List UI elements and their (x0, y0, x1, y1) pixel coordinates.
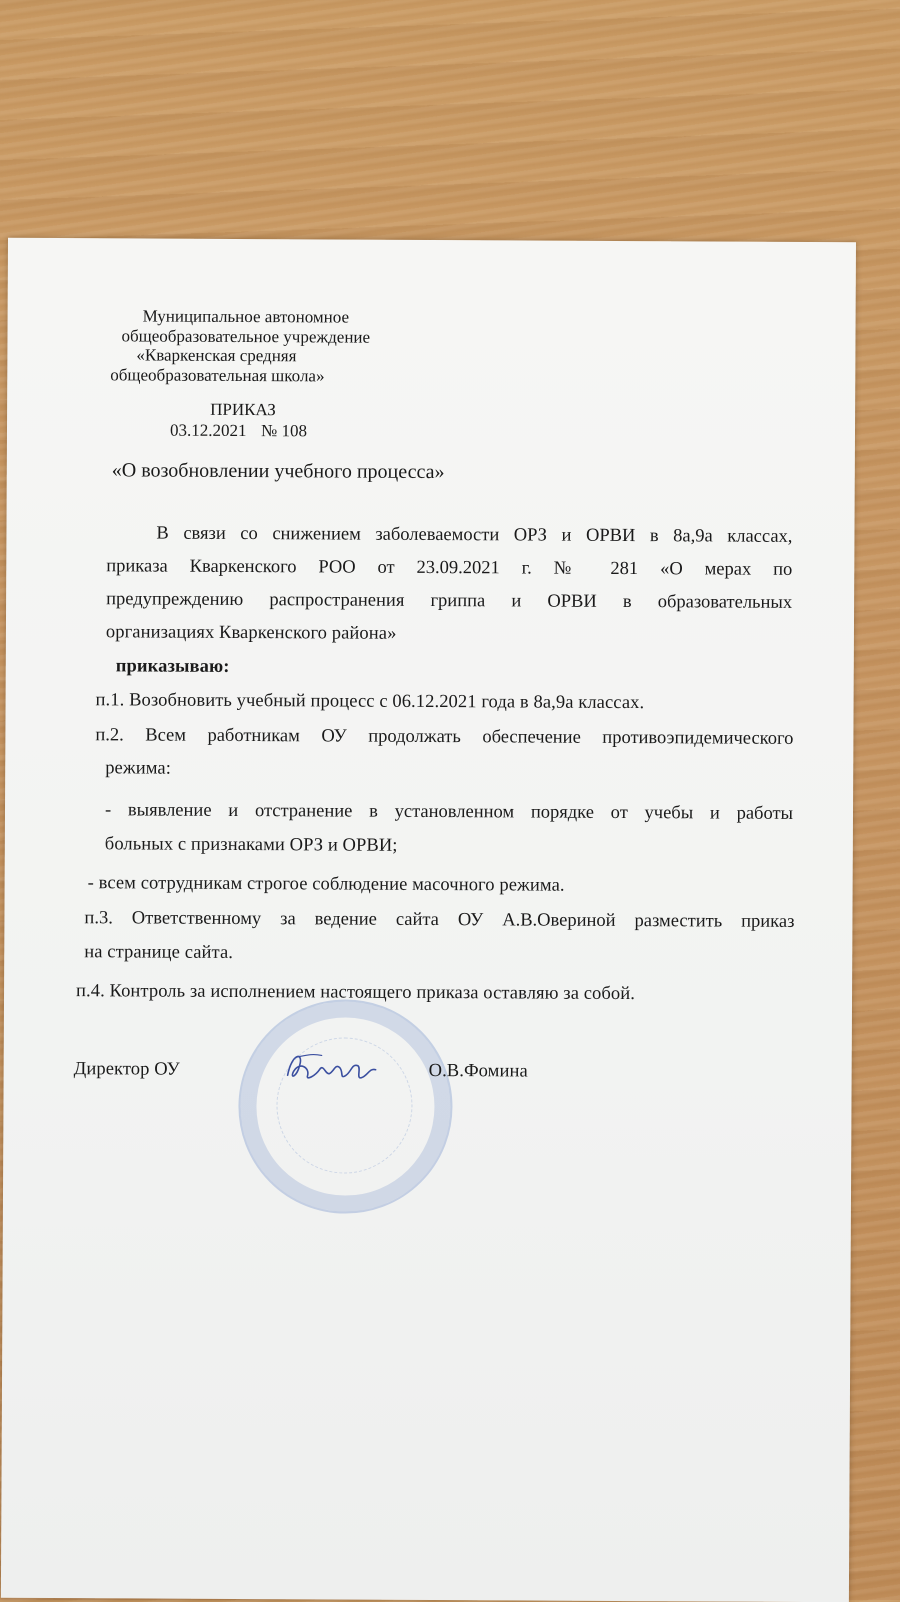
item-4: п.4. Контроль за исполнением настоящего приказа оставляю за собой. (76, 981, 636, 1005)
org-line-4: общеобразовательная школа» (110, 365, 325, 386)
org-line-1: Муниципальное автономное (142, 306, 350, 327)
item-2-sub-2: - всем сотрудникам строгое соблюдение масочного режима. (87, 873, 565, 896)
org-line-3: «Кваркенская средняя (136, 345, 297, 366)
item-1: п.1. Возобновить учебный процесс с 06.12.2021 года в 8а,9а классах. (95, 690, 645, 714)
item-2-line-2: режима: (105, 758, 172, 779)
order-subject: «О возобновлении учебного процесса» (111, 459, 445, 484)
org-line-2: общеобразовательное учреждение (121, 326, 371, 347)
preamble-line-1: В связи со снижением заболеваемости ОРЗ и ОРВИ в 8а,9а классах, (156, 523, 793, 547)
order-word: приказываю: (115, 656, 230, 677)
item-2-sub-1-line-2: больных с признаками ОРЗ и ОРВИ; (104, 834, 398, 856)
item-2-sub-1-line-1: - выявление и отстранение в установленном порядке от учебы и работы (104, 800, 794, 824)
order-number: № 108 (260, 421, 308, 441)
item-3-line-1: п.3. Ответственному за ведение сайта ОУ А.В.Овериной разместить приказ (84, 908, 795, 932)
item-2-line-1: п.2. Всем работникам ОУ продолжать обеспечение противоэпидемического (95, 725, 794, 749)
order-date: 03.12.2021 (169, 420, 247, 441)
preamble-line-4: организациях Кваркенского района» (105, 622, 397, 644)
item-3-line-2: на странице сайта. (84, 942, 234, 963)
handwritten-signature (282, 1045, 382, 1092)
signature-position: Директор ОУ (73, 1059, 180, 1080)
signature-name: О.В.Фомина (428, 1060, 528, 1082)
stamp-seal (238, 999, 453, 1214)
document-sheet (1, 238, 856, 1602)
preamble-line-3: предупреждению распространения гриппа и ОРВИ в образовательных (106, 589, 793, 613)
preamble-line-2: приказа Кваркенского РОО от 23.09.2021 г. № 281 «О мерах по (106, 556, 793, 580)
order-title: ПРИКАЗ (210, 399, 276, 420)
